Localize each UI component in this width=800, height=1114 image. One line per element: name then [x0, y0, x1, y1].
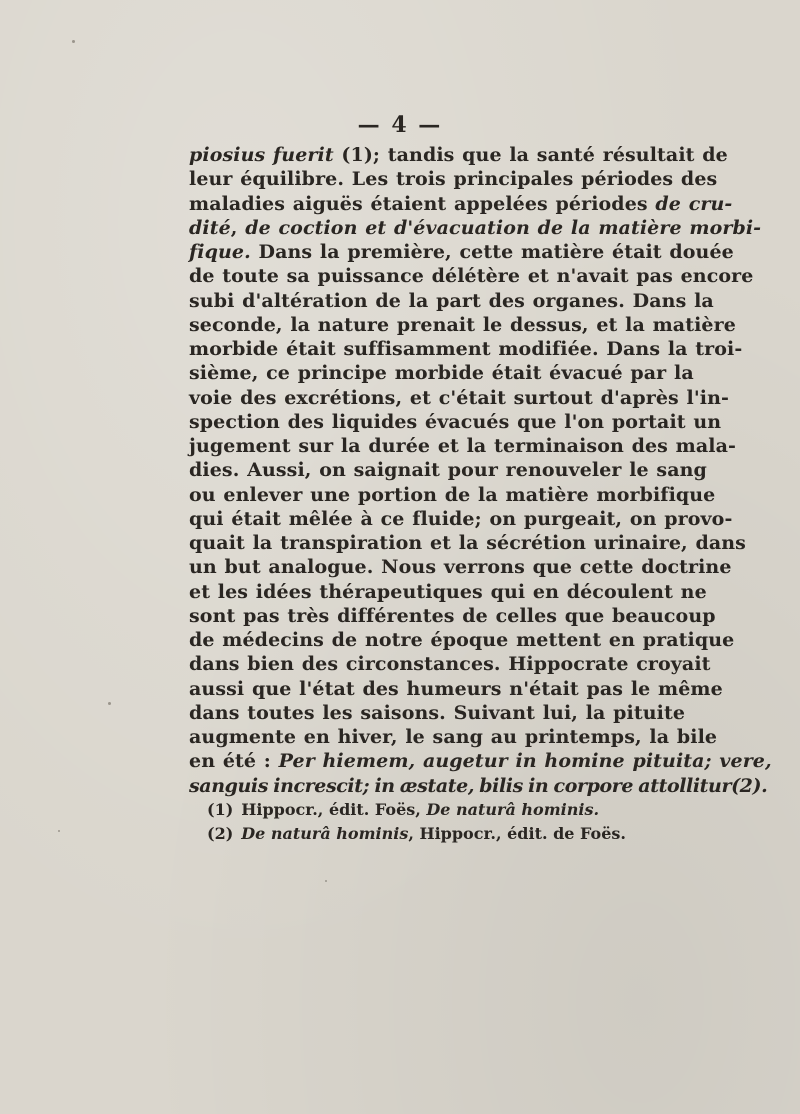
text-line: seconde, la nature prenait le dessus, et la matière	[189, 313, 736, 336]
paper-speck	[108, 702, 111, 705]
page-number: — 4 —	[357, 112, 443, 138]
text-line: en été : Per hiemem, augetur in homine pituita; vere,	[189, 750, 772, 773]
text-line: spection des liquides évacués que l'on portait un	[189, 410, 722, 433]
footnote-mark: (2)	[207, 824, 234, 843]
italic-run: De naturâ hominis	[241, 824, 409, 843]
italic-run: de cru-	[655, 192, 733, 215]
text-line: subi d'altération de la part des organes. Dans la	[189, 289, 714, 312]
text-line: de médecins de notre époque mettent en pratique	[189, 629, 735, 651]
text-line: dité, de coction et d'évacuation de la matière morbi-	[189, 216, 762, 239]
footnote	[207, 822, 626, 846]
text-line: quait la transpiration et la sécrétion urinaire, dans	[189, 532, 746, 554]
footnotes	[207, 798, 626, 846]
text-line: augmente en hiver, le sang au printemps, la bile	[189, 726, 718, 748]
italic-run: de coction et d'évacuation de la matière morbi-	[245, 216, 762, 239]
text-line: leur équilibre. Les trois principales périodes des	[189, 168, 718, 191]
text-line: fique. Dans la première, cette matière était douée	[189, 241, 734, 263]
italic-run: De naturâ hominis.	[426, 800, 600, 819]
text-line: sont pas très différentes de celles que beaucoup	[189, 604, 716, 627]
text-line: et les idées thérapeutiques qui en découlent ne	[189, 580, 707, 603]
footnote-mark: (1)	[207, 800, 234, 819]
italic-run: fique.	[189, 241, 251, 263]
footnote	[207, 798, 600, 822]
text-line: sième, ce principe morbide était évacué par la	[189, 362, 694, 385]
italic-run: Per hiemem, augetur in homine pituita; vere,	[278, 750, 772, 773]
text-line: ou enlever une portion de la matière morbifique	[189, 483, 716, 506]
text-line: sanguis increscit; in æstate, bilis in corpore attollitur(2).	[189, 774, 768, 797]
paper-speck	[325, 880, 327, 882]
text-line: morbide était suffisamment modifiée. Dans la troi-	[189, 338, 743, 360]
text-line: dans bien des circonstances. Hippocrate croyait	[189, 653, 711, 676]
text-line: voie des excrétions, et c'était surtout d'après l'in-	[189, 386, 729, 409]
text-line: de toute sa puissance délétère et n'avait pas encore	[189, 265, 754, 288]
italic-run: dité	[189, 216, 231, 239]
text-line: maladies aiguës étaient appelées périodes de cru-	[189, 192, 733, 215]
text-line: dies. Aussi, on saignait pour renouveler le sang	[189, 459, 707, 482]
text-line: piosius fuerit (1); tandis que la santé résultait de	[189, 144, 728, 166]
text-line: dans toutes les saisons. Suivant lui, la pituite	[189, 701, 686, 724]
footnote-text: De naturâ hominis, Hippocr., édit. de Foës.	[241, 824, 626, 843]
italic-run: piosius fuerit	[189, 144, 334, 166]
text-line: aussi que l'état des humeurs n'était pas le même	[189, 677, 723, 700]
text-line: qui était mêlée à ce fluide; on purgeait, on provo-	[189, 507, 733, 530]
text-line: un but analogue. Nous verrons que cette doctrine	[189, 556, 732, 579]
body-text	[189, 143, 772, 798]
paper-speck	[72, 40, 75, 43]
text-line: jugement sur la durée et la terminaison des mala-	[189, 435, 737, 457]
footnote-text: Hippocr., édit. Foës, De naturâ hominis.	[241, 800, 600, 819]
paper-speck	[58, 830, 60, 832]
